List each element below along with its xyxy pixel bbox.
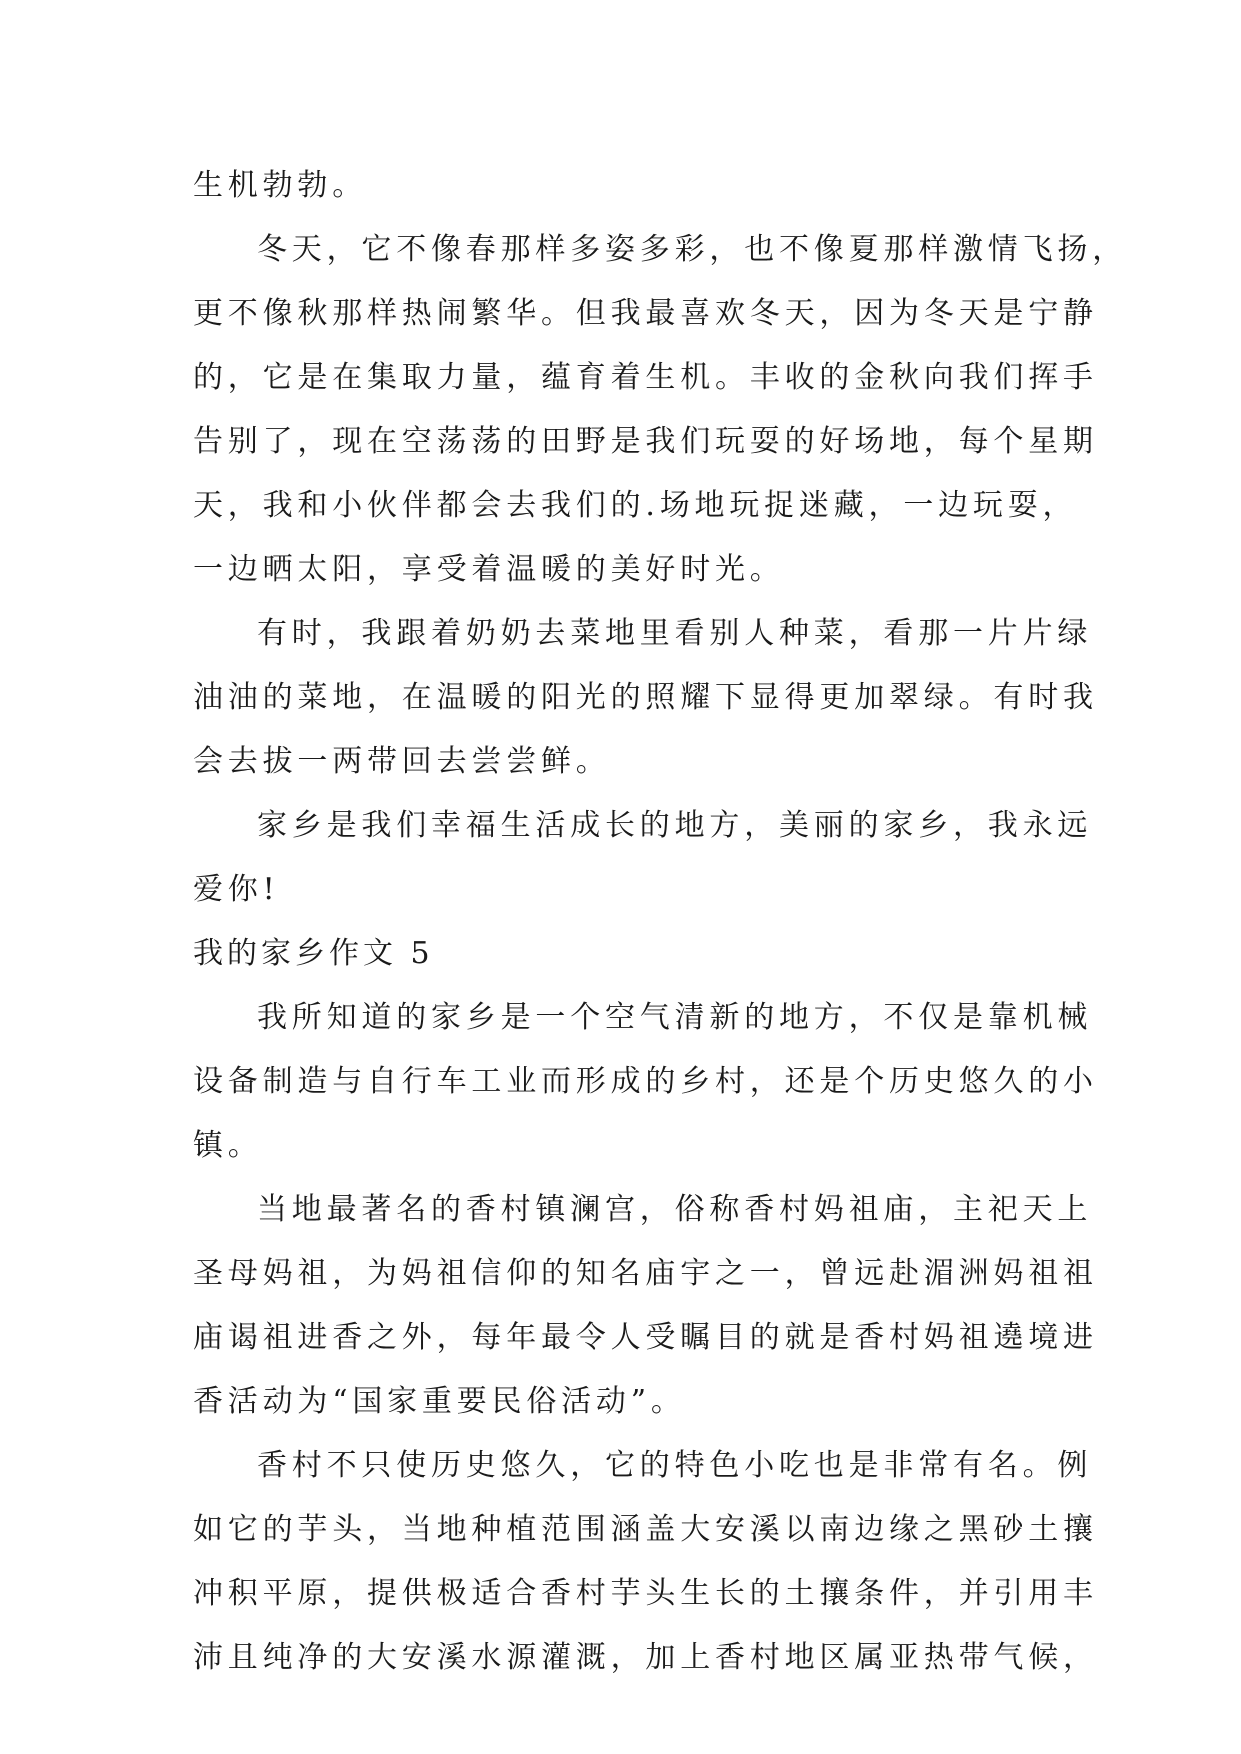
- paragraph-start-line: 香村不只使历史悠久，它的特色小吃也是非常有名。例: [257, 1448, 1093, 1483]
- text-line: 镇。: [193, 1128, 263, 1163]
- text-line: 生机勃勃。: [193, 168, 367, 203]
- paragraph-start-line: 有时，我跟着奶奶去菜地里看别人种菜，看那一片片绿: [257, 616, 1093, 651]
- text-line: 油油的菜地，在温暖的阳光的照耀下显得更加翠绿。有时我: [193, 680, 1098, 715]
- text-line: 更不像秋那样热闹繁华。但我最喜欢冬天，因为冬天是宁静: [193, 296, 1098, 331]
- section-heading: 我的家乡作文 5: [193, 936, 434, 971]
- text-line: 会去拔一两带回去尝尝鲜。: [193, 744, 611, 779]
- text-line: 的，它是在集取力量，蕴育着生机。丰收的金秋向我们挥手: [193, 360, 1098, 395]
- document-body: [193, 154, 1127, 1690]
- text-line: 告别了，现在空荡荡的田野是我们玩耍的好场地，每个星期: [193, 424, 1098, 459]
- text-line: 庙谒祖进香之外，每年最令人受瞩目的就是香村妈祖遶境进: [193, 1320, 1098, 1355]
- text-line: 如它的芋头，当地种植范围涵盖大安溪以南边缘之黑砂土攘: [193, 1512, 1098, 1547]
- text-line: 冲积平原，提供极适合香村芋头生长的土攘条件，并引用丰: [193, 1576, 1098, 1611]
- text-line: 天，我和小伙伴都会去我们的.场地玩捉迷藏，一边玩耍，: [193, 488, 1078, 523]
- text-line: 沛且纯净的大安溪水源灌溉，加上香村地区属亚热带气候，: [193, 1640, 1098, 1675]
- paragraph-start-line: 我所知道的家乡是一个空气清新的地方，不仅是靠机械: [257, 1000, 1093, 1035]
- text-line: 设备制造与自行车工业而形成的乡村，还是个历史悠久的小: [193, 1064, 1098, 1099]
- paragraph-start-line: 家乡是我们幸福生活成长的地方，美丽的家乡，我永远: [257, 808, 1093, 843]
- text-line: 爱你!: [193, 872, 280, 907]
- text-line: 圣母妈祖，为妈祖信仰的知名庙宇之一，曾远赴湄洲妈祖祖: [193, 1256, 1098, 1291]
- paragraph-start-line: 冬天，它不像春那样多姿多彩，也不像夏那样激情飞扬，: [257, 232, 1127, 267]
- text-line: 一边晒太阳，享受着温暖的美好时光。: [193, 552, 785, 587]
- text-line: 香活动为“国家重要民俗活动”。: [193, 1384, 686, 1419]
- paragraph-start-line: 当地最著名的香村镇澜宫，俗称香村妈祖庙，主祀天上: [257, 1192, 1093, 1227]
